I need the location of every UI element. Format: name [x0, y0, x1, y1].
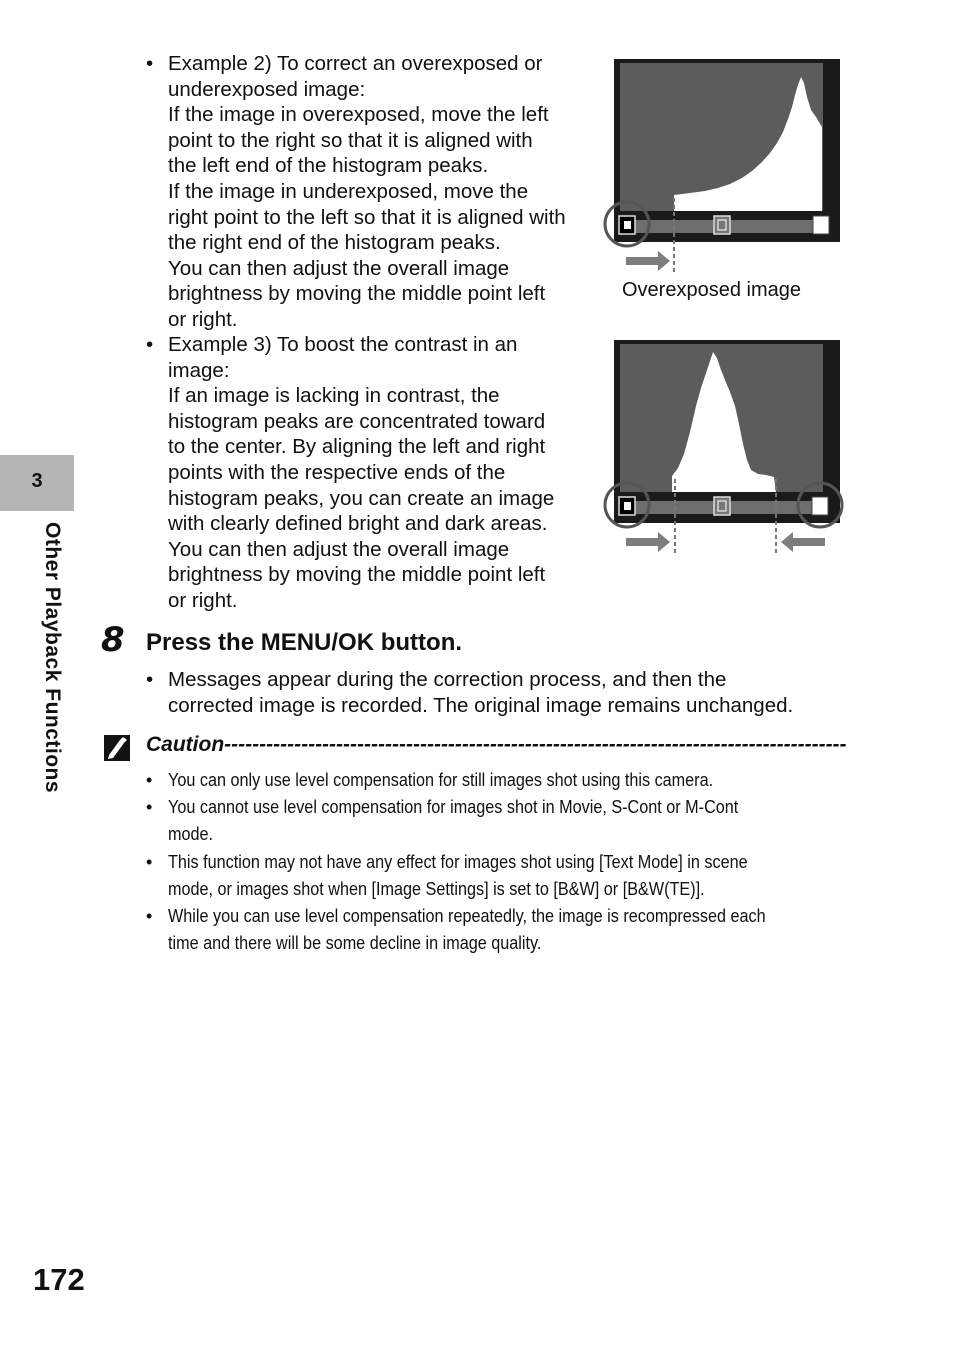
- left-arrow-icon: [781, 532, 825, 552]
- text-line: If the image in overexposed, move the left: [168, 103, 549, 127]
- text-line: This function may not have any effect for images shot using [Text Mode] in scene: [168, 851, 748, 872]
- text-line: with clearly defined bright and dark areas.: [168, 512, 548, 536]
- text-line: image:: [168, 358, 230, 382]
- right-point-icon: [812, 497, 828, 515]
- chapter-number: 3: [31, 470, 43, 492]
- caution-item: [146, 794, 866, 848]
- bullet: •: [146, 770, 153, 790]
- text-line: points with the respective ends of the: [168, 460, 506, 484]
- text-line: underexposed image:: [168, 77, 366, 101]
- left-point-inner: [624, 502, 631, 510]
- bullet: •: [146, 906, 153, 927]
- step-number: 8: [101, 620, 125, 660]
- text-line: to the center. By aligning the left and right: [168, 435, 546, 459]
- right-point-icon: [813, 216, 829, 234]
- text-line: mode.: [168, 824, 214, 845]
- text-line: Example 3) To boost the contrast in an: [168, 333, 518, 356]
- text-line: or right.: [168, 307, 238, 331]
- text-line: corrected image is recorded. The original image remains unchanged.: [168, 693, 794, 717]
- text-line: If the image in underexposed, move the: [168, 179, 529, 203]
- low-contrast-histogram-figure: [600, 336, 850, 558]
- text-line: Example 2) To correct an overexposed or: [168, 52, 543, 75]
- right-arrow-icon: [626, 532, 670, 552]
- text-line: the left end of the histogram peaks.: [168, 154, 489, 178]
- middle-point-icon: [714, 497, 730, 515]
- text-line: histogram peaks, you can create an image: [168, 486, 555, 510]
- text-line: mode, or images shot when [Image Settings] is set to [B&W] or [B&W(TE)].: [168, 878, 705, 899]
- caution-item: [146, 767, 866, 794]
- text-line: brightness by moving the middle point left: [168, 563, 546, 587]
- text-line: point to the right so that it is aligned with: [168, 128, 533, 152]
- text-line: You cannot use level compensation for images shot in Movie, S-Cont or M-Cont: [168, 797, 739, 818]
- caution-list: [146, 767, 866, 957]
- caution-title: Caution-----------------------------------------------------------------------------------------: [146, 733, 847, 756]
- text-line: While you can use level compensation repeatedly, the image is recompressed each: [168, 906, 766, 927]
- text-line: You can then adjust the overall image: [168, 256, 510, 280]
- bullet: •: [146, 333, 154, 356]
- text-line: right point to the left so that it is aligned with: [168, 205, 566, 229]
- overexposed-histogram-figure: [600, 55, 850, 280]
- bullet: •: [146, 668, 154, 691]
- text-line: If an image is lacking in contrast, the: [168, 384, 500, 408]
- text-line: the right end of the histogram peaks.: [168, 231, 501, 255]
- chapter-title: Other Playback Functions: [41, 522, 64, 794]
- caution-item: [146, 849, 866, 903]
- caution-icon: [104, 735, 130, 761]
- bullet: •: [146, 52, 154, 75]
- figure-caption: Overexposed image: [622, 279, 801, 301]
- text-line: time and there will be some decline in image quality.: [168, 933, 542, 954]
- step-bullet-item: [146, 667, 866, 718]
- text-line: or right.: [168, 588, 238, 612]
- page-number: 172: [33, 1262, 85, 1297]
- text-line: You can then adjust the overall image: [168, 537, 510, 561]
- text-line: Messages appear during the correction process, and then the: [168, 668, 727, 691]
- text-line: You can only use level compensation for still images shot using this camera.: [168, 770, 714, 790]
- text-line: histogram peaks are concentrated toward: [168, 409, 546, 433]
- bullet: •: [146, 851, 153, 872]
- step-title: Press the MENU/OK button.: [146, 629, 463, 656]
- middle-point-icon: [714, 216, 730, 234]
- right-arrow-icon: [626, 251, 670, 271]
- left-point-inner: [624, 221, 631, 229]
- example3-item: [146, 332, 591, 614]
- caution-item: [146, 903, 866, 957]
- text-line: brightness by moving the middle point left: [168, 282, 546, 306]
- example2-item: [146, 51, 591, 333]
- bullet: •: [146, 797, 153, 818]
